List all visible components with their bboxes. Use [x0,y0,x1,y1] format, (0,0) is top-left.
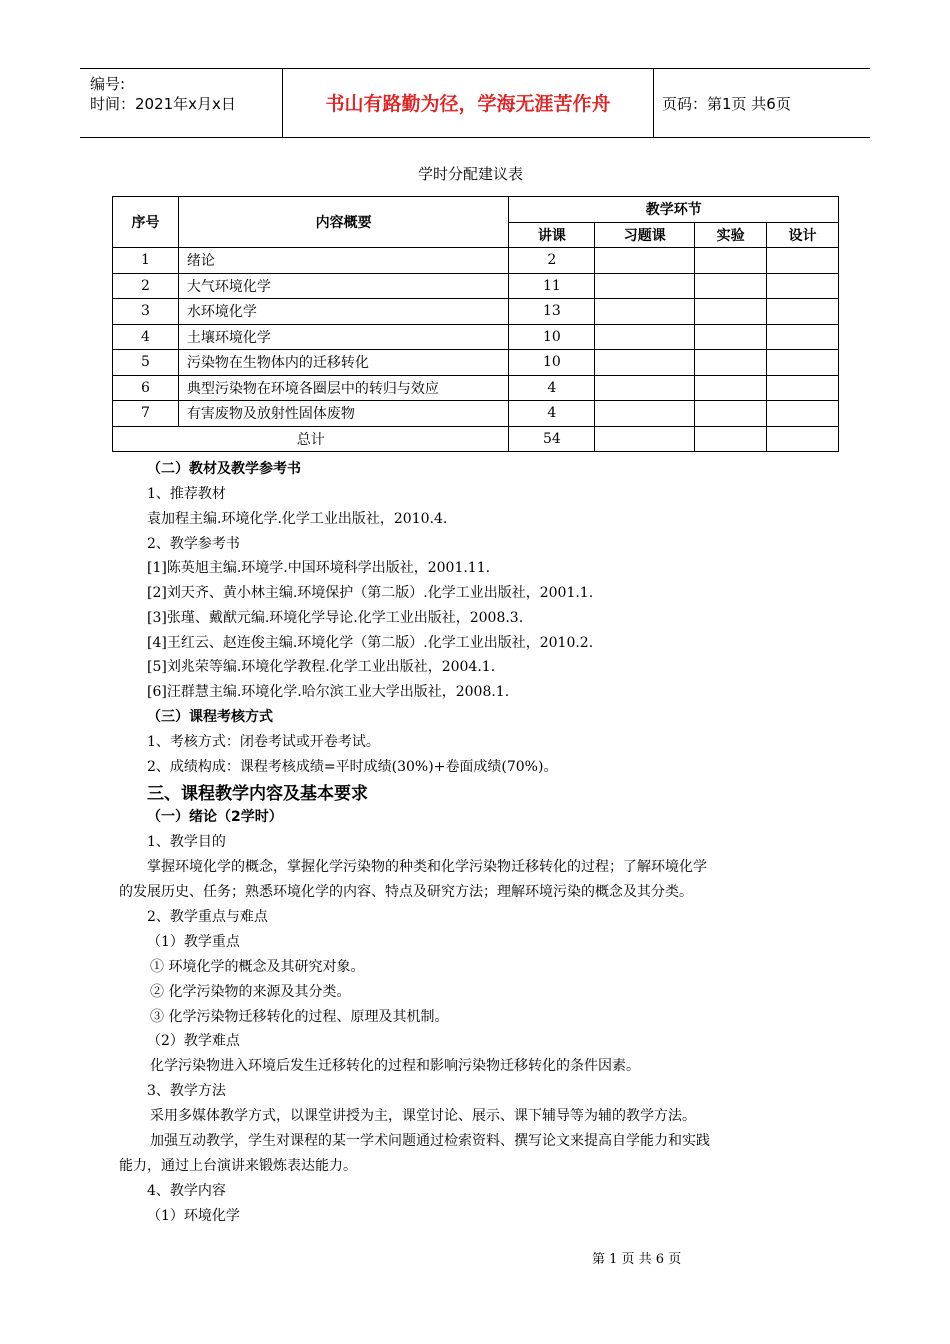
cell-design [767,401,839,427]
subsection-label: 1、教学目的 [147,834,226,850]
cell-seq: 7 [113,401,179,427]
col-header-design: 设计 [767,222,839,248]
cell-content: 土壤环境化学 [178,324,509,350]
table-title: 学时分配建议表 [418,165,524,183]
part-heading: 三、课程教学内容及基本要求 [147,784,368,804]
cell-design [767,299,839,325]
subsection-label: （1）教学重点 [147,934,240,950]
cell-lecture: 10 [509,324,595,350]
cell-exercise [595,324,695,350]
paragraph-line: 加强互动教学，学生对课程的某一学术问题通过检索资料、撰写论文来提高自学能力和实践 [150,1133,710,1149]
reference-item: [6]汪群慧主编.环境化学.哈尔滨工业大学出版社，2008.1. [147,684,510,700]
cell-lecture: 4 [509,401,595,427]
col-header-content: 内容概要 [178,197,509,248]
cell-content: 绪论 [178,248,509,274]
subsection-label: 1、推荐教材 [147,486,226,502]
table-row [113,350,839,376]
key-point: ② 化学污染物的来源及其分类。 [150,984,351,1000]
assessment-method: 1、考核方式：闭卷考试或开卷考试。 [147,734,380,750]
cell-seq: 1 [113,248,179,274]
col-header-lecture: 讲课 [509,222,595,248]
table-row [113,375,839,401]
cell-lab [695,401,767,427]
cell-design [767,350,839,376]
cell-content: 大气环境化学 [178,273,509,299]
cell-lecture: 13 [509,299,595,325]
page-footer: 第 1 页 共 6 页 [592,1252,682,1267]
table-row [113,401,839,427]
cell-exercise [595,299,695,325]
subsection-label: 3、教学方法 [147,1083,226,1099]
cell-exercise [595,426,695,452]
table-row [113,324,839,350]
table-row [113,248,839,274]
cell-lab [695,350,767,376]
header-meta [80,69,283,137]
key-point: ③ 化学污染物迁移转化的过程、原理及其机制。 [150,1009,449,1025]
cell-design [767,324,839,350]
cell-lab [695,248,767,274]
col-header-lab: 实验 [695,222,767,248]
cell-seq: 6 [113,375,179,401]
subsection-label: 2、教学重点与难点 [147,909,268,925]
table-row [113,299,839,325]
hours-table [112,196,839,452]
cell-lecture: 10 [509,350,595,376]
col-header-exercise: 习题课 [595,222,695,248]
header-page-info: 页码：第1页 共6页 [662,95,791,113]
col-header-seq: 序号 [113,197,179,248]
cell-total-lecture: 54 [509,426,595,452]
grade-composition: 2、成绩构成：课程考核成绩=平时成绩(30%)+卷面成绩(70%)。 [147,759,558,775]
cell-design [767,375,839,401]
cell-lab [695,299,767,325]
section-heading: （三）课程考核方式 [147,709,273,725]
reference-item: [3]张瑾、戴猷元编.环境化学导论.化学工业出版社，2008.3. [147,610,524,626]
paragraph-line: 采用多媒体教学方式，以课堂讲授为主，课堂讨论、展示、课下辅导等为辅的教学方法。 [150,1108,696,1124]
doc-number-label: 编号: [90,75,126,93]
table-row-total [113,426,839,452]
cell-design [767,273,839,299]
cell-seq: 2 [113,273,179,299]
cell-lab [695,324,767,350]
subsection-label: （2）教学难点 [147,1033,240,1049]
table-row [113,273,839,299]
paragraph-line: 的发展历史、任务；熟悉环境化学的内容、特点及研究方法；理解环境污染的概念及其分类。 [119,884,693,900]
reference-item: [4]王红云、赵连俊主编.环境化学（第二版）.化学工业出版社，2010.2. [147,635,594,651]
cell-total-label: 总计 [113,426,509,452]
col-header-group: 教学环节 [509,197,839,223]
doc-date-label: 时间：2021年x月x日 [90,95,236,113]
cell-content: 有害废物及放射性固体废物 [178,401,509,427]
reference-item: [1]陈英旭主编.环境学.中国环境科学出版社，2001.11. [147,560,491,576]
cell-exercise [595,350,695,376]
cell-seq: 4 [113,324,179,350]
cell-lab [695,375,767,401]
cell-exercise [595,248,695,274]
reference-item: [5]刘兆荣等编.环境化学教程.化学工业出版社，2004.1. [147,659,496,675]
cell-design [767,426,839,452]
paragraph-line: 掌握环境化学的概念，掌握化学污染物的种类和化学污染物迁移转化的过程；了解环境化学 [147,859,707,875]
cell-lecture: 11 [509,273,595,299]
cell-lab [695,273,767,299]
header-motto: 书山有路勤为径，学海无涯苦作舟 [283,69,654,137]
cell-seq: 5 [113,350,179,376]
cell-content: 污染物在生物体内的迁移转化 [178,350,509,376]
subsection-label: 4、教学内容 [147,1183,226,1199]
cell-exercise [595,273,695,299]
cell-lab [695,426,767,452]
paragraph-line: 能力，通过上台演讲来锻炼表达能力。 [119,1158,357,1174]
cell-content: 水环境化学 [178,299,509,325]
paragraph-line: 化学污染物进入环境后发生迁移转化的过程和影响污染物迁移转化的条件因素。 [150,1058,640,1074]
textbook-entry: 袁加程主编.环境化学.化学工业出版社，2010.4. [147,511,448,527]
cell-seq: 3 [113,299,179,325]
cell-exercise [595,401,695,427]
reference-item: [2]刘天齐、黄小林主编.环境保护（第二版）.化学工业出版社，2001.1. [147,585,594,601]
cell-content: 典型污染物在环境各圈层中的转归与效应 [178,375,509,401]
subsection-label: 2、教学参考书 [147,536,240,552]
cell-lecture: 2 [509,248,595,274]
cell-lecture: 4 [509,375,595,401]
page-header [80,68,870,138]
subsection-label: （1）环境化学 [147,1208,240,1224]
cell-exercise [595,375,695,401]
key-point: ① 环境化学的概念及其研究对象。 [150,959,365,975]
section-heading: （二）教材及教学参考书 [147,461,301,477]
section-heading: （一）绪论（2学时） [147,809,283,825]
cell-design [767,248,839,274]
